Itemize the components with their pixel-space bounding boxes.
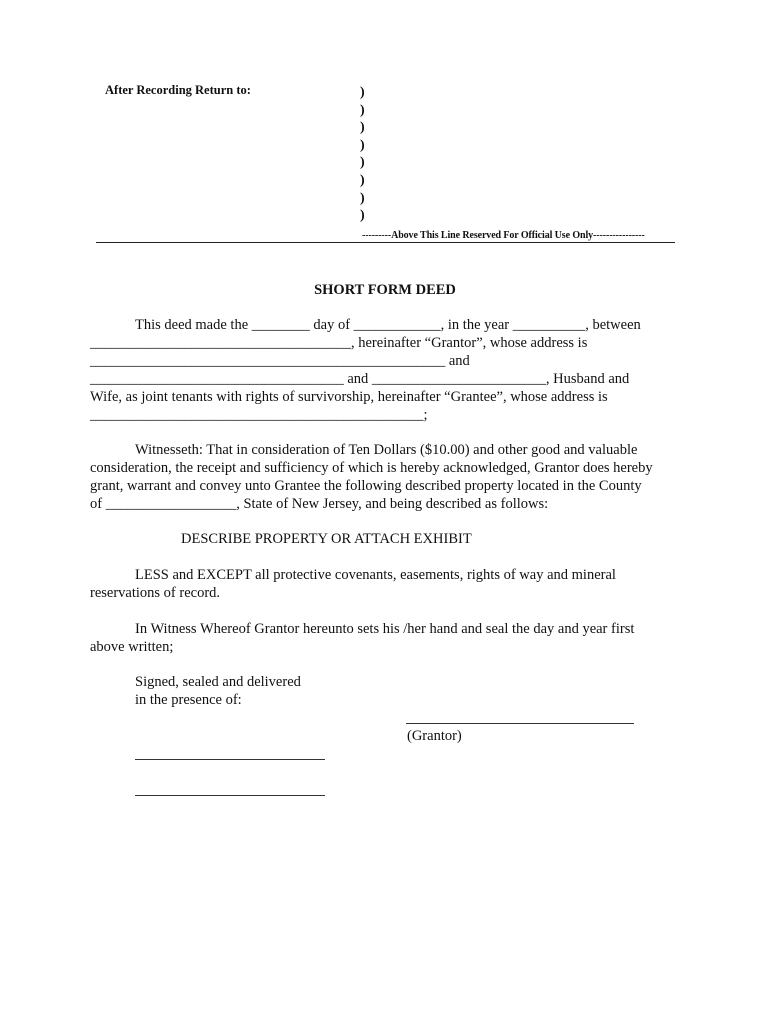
parties-line-6: ______________________________________________; [90,407,428,423]
parties-line-3: _________________________________________________ and [90,353,470,369]
bracket: ) [360,172,365,188]
return-to-label: After Recording Return to: [105,83,251,97]
bracket: ) [360,155,365,171]
bracket: ) [360,190,365,206]
describe-property-heading: DESCRIBE PROPERTY OR ATTACH EXHIBIT [181,531,472,547]
bracket: ) [360,137,365,153]
in-witness-line-1: In Witness Whereof Grantor hereunto sets his /her hand and seal the day and year first [135,621,635,637]
document-title: SHORT FORM DEED [314,282,456,298]
parties-line-1: This deed made the ________ day of ____________, in the year __________, between [135,317,641,333]
witnesseth-line-4: of __________________, State of New Jersey, and being described as follows: [90,496,549,512]
less-except-line-1: LESS and EXCEPT all protective covenants, easements, rights of way and mineral [135,567,616,583]
reserved-divider [96,242,675,243]
bracket: ) [360,85,365,100]
bracket: ) [360,208,365,224]
witnesseth-line-2: consideration, the receipt and sufficiency of which is hereby acknowledged, Grantor does hereby [90,460,653,476]
parties-line-2: ____________________________________, hereinafter “Grantor”, whose address is [90,335,588,351]
bracket: ) [360,102,365,118]
witness-signature-line-1[interactable] [135,759,325,760]
signed-line-2: in the presence of: [135,692,242,708]
in-witness-line-2: above written; [90,639,174,655]
witnesseth-line-1: Witnesseth: That in consideration of Ten Dollars ($10.00) and other good and valuable [135,442,638,458]
grantor-label: (Grantor) [407,728,462,744]
bracket: ) [360,120,365,136]
signed-line-1: Signed, sealed and delivered [135,674,301,690]
witness-signature-line-2[interactable] [135,795,325,796]
parties-line-5: Wife, as joint tenants with rights of survivorship, hereinafter “Grantee”, whose address is [90,389,608,405]
reserved-notice: ---------Above This Line Reserved For Official Use Only---------------- [362,230,645,241]
grantor-signature-line[interactable] [406,723,634,724]
less-except-line-2: reservations of record. [90,585,221,601]
return-address-brackets [360,84,365,225]
parties-line-4: ___________________________________ and ________________________, Husband and [90,371,630,387]
witnesseth-line-3: grant, warrant and convey unto Grantee the following described property located in the County [90,478,642,494]
